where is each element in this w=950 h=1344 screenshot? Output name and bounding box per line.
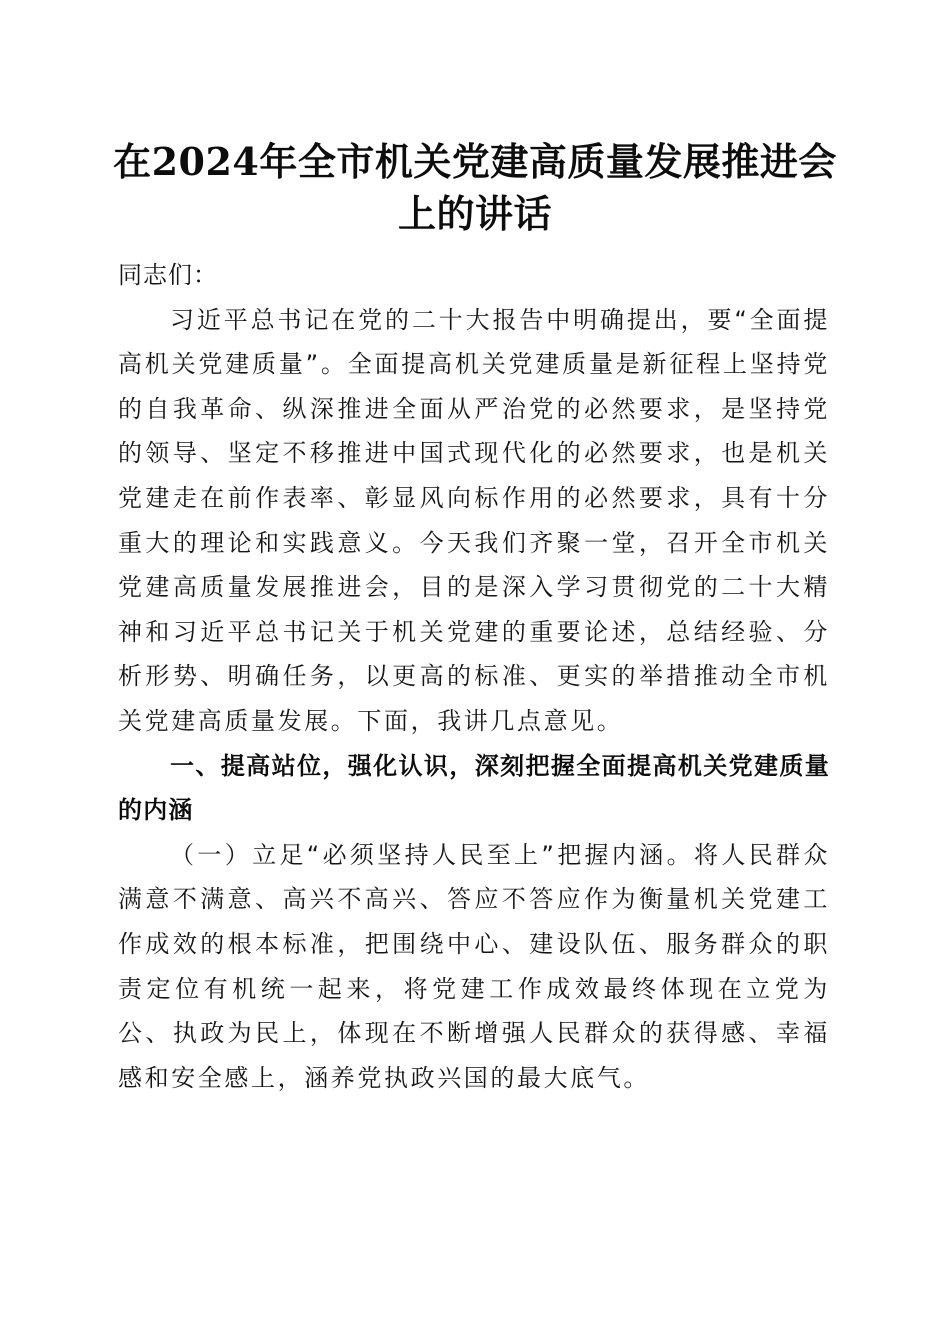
document-body [118,253,830,1100]
subsection-paragraph: （一）立足“必须坚持人民至上”把握内涵。将人民群众满意不满意、高兴不高兴、答应不答应作为衡量机关党建工作成效的根本标准，把围绕中心、建设队伍、服务群众的职责定位有机统一起来，将党建工作成效最终体现在立党为公、执政为民上，体现在不断增强人民群众的获得感、幸福感和安全感上，涵养党执政兴国的最大底气。 [118,840,830,1092]
intro-paragraph: 习近平总书记在党的二十大报告中明确提出，要“全面提高机关党建质量”。全面提高机关党建质量是新征程上坚持党的自我革命、纵深推进全面从严治党的必然要求，是坚持党的领导、坚定不移推进中国式现代化的必然要求，也是机关党建走在前作表率、彰显风向标作用的必然要求，具有十分重大的理论和实践意义。今天我们齐聚一堂，召开全市机关党建高质量发展推进会，目的是深入学习贯彻党的二十大精神和习近平总书记关于机关党建的重要论述，总结经验、分析形势、明确任务，以更高的标准、更实的举措推动全市机关党建高质量发展。下面，我讲几点意见。 [118,305,830,735]
document-title: 在2024年全市机关党建高质量发展推进会上的讲话 [113,139,837,236]
salutation: 同志们： [118,261,218,289]
section-heading: 一、提高站位，强化认识，深刻把握全面提高机关党建质量的内涵 [118,751,830,825]
